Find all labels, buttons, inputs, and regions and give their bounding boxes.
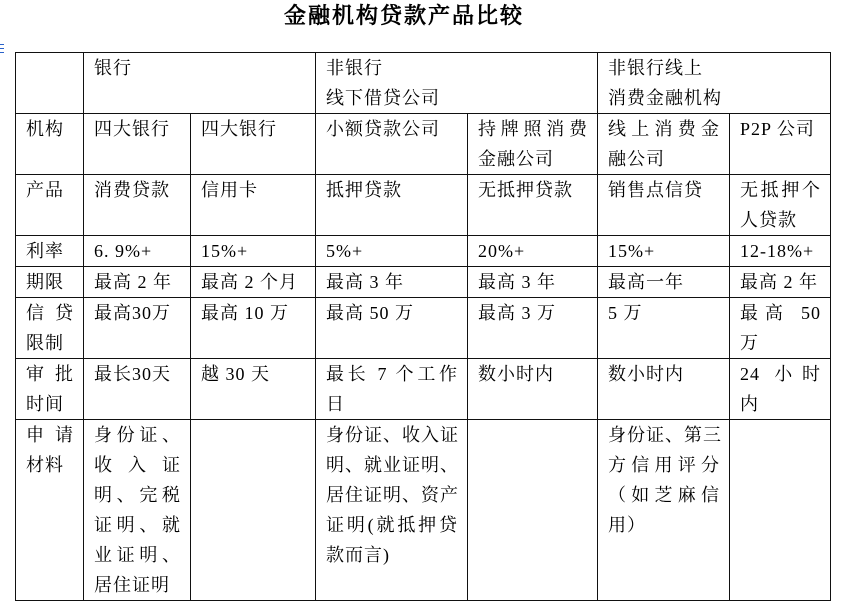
cell-text-line: 6. 9%+ [94,241,153,261]
header-group-text: 银行 [94,58,132,78]
row-label-text: 限制 [26,333,64,353]
cell-text-line: 最高 50 万 [326,303,414,323]
cell-institution-licensed-consumer-finance [468,114,598,175]
cell-text-line: 身份证、第三 [608,425,722,445]
cell-text-line: （如芝麻信 [608,485,720,505]
cell-institution-big-four-loan [84,114,191,175]
cell-text-line: 最高 50 [740,303,821,323]
cell-text-line: 融公司 [608,149,665,169]
cell-product-licensed-consumer-finance [468,175,598,236]
cell-institution-big-four-card [191,114,316,175]
row-approval-time [16,359,831,420]
cell-rate-big-four-card [191,236,316,267]
cell-term-online-consumer-finance [598,267,730,298]
header-group-text: 线下借贷公司 [326,88,440,108]
row-label-institution [16,114,84,175]
cell-text-line: 最高30万 [94,303,171,323]
cell-text-line: 最高 3 年 [326,272,404,292]
cell-text-line: 最高 2 年 [740,272,818,292]
text-anchor-icon [0,44,4,55]
cell-product-microloan [316,175,468,236]
row-label-text: 期限 [26,272,64,292]
cell-text-line: 居住证明 [94,575,170,595]
header-row [16,53,831,114]
cell-materials-online-consumer-finance [598,420,730,601]
header-blank-cell [16,53,84,114]
cell-text-line: 最高 2 个月 [201,272,298,292]
cell-text-line: 居住证明、资产 [326,485,459,505]
cell-approval-microloan [316,359,468,420]
cell-text-line: 最长 7 个工作 [326,364,458,384]
row-institution [16,114,831,175]
row-label-product [16,175,84,236]
cell-materials-licensed-consumer-finance [468,420,598,601]
row-label-credit-limit [16,298,84,359]
cell-product-p2p [730,175,831,236]
cell-text-line: 身份证、 [94,425,181,445]
row-label-text: 信贷 [26,303,74,323]
cell-text-line: 最高 3 年 [478,272,556,292]
cell-text-line: 数小时内 [478,364,554,384]
cell-limit-big-four-loan [84,298,191,359]
comparison-table [15,52,831,601]
cell-text-line: 最高 10 万 [201,303,289,323]
cell-institution-online-consumer-finance [598,114,730,175]
cell-materials-big-four-loan [84,420,191,601]
cell-institution-p2p [730,114,831,175]
row-label-text: 时间 [26,394,64,414]
cell-materials-p2p [730,420,831,601]
cell-approval-p2p [730,359,831,420]
row-application-materials [16,420,831,601]
cell-approval-big-four-loan [84,359,191,420]
cell-text-line: 明、完税 [94,485,181,505]
cell-text-line: 款而言) [326,545,390,565]
cell-text-line: 万 [740,333,759,353]
row-label-text: 产品 [26,180,64,200]
cell-text-line: 业证明、 [94,545,181,565]
cell-text-line: 销售点信贷 [608,180,703,200]
cell-text-line: 最长30天 [94,364,171,384]
cell-text-line: 人贷款 [740,210,797,230]
header-group-text: 消费金融机构 [608,88,722,108]
cell-text-line: 5%+ [326,241,364,261]
row-label-text: 申请 [26,425,74,445]
cell-materials-big-four-card [191,420,316,601]
row-label-term [16,267,84,298]
cell-text-line: 24 小时 [740,364,821,384]
cell-text-line: 数小时内 [608,364,684,384]
cell-institution-microloan [316,114,468,175]
cell-text-line: 无抵押个 [740,180,821,200]
row-label-approval-time [16,359,84,420]
cell-text-line: 证明、就 [94,515,181,535]
header-group-text: 非银行 [326,58,383,78]
cell-text-line: 15%+ [201,241,249,261]
row-credit-limit [16,298,831,359]
cell-text-line: 收入证 [94,455,181,475]
document-title: 金融机构贷款产品比较 [283,4,524,29]
cell-text-line: 15%+ [608,241,656,261]
cell-limit-online-consumer-finance [598,298,730,359]
cell-text-line: 四大银行 [94,119,170,139]
cell-approval-big-four-card [191,359,316,420]
cell-text-line: 最高 2 年 [94,272,172,292]
cell-text-line: 方信用评分 [608,455,720,475]
cell-rate-big-four-loan [84,236,191,267]
cell-text-line: 身份证、收入证 [326,425,459,445]
header-group-offline-nonbank [316,53,598,114]
cell-text-line: 12-18%+ [740,241,815,261]
cell-text-line: P2P 公司 [740,119,815,139]
cell-approval-online-consumer-finance [598,359,730,420]
cell-text-line: 明、就业证明、 [326,455,459,475]
cell-text-line: 越 30 天 [201,364,270,384]
row-interest-rate [16,236,831,267]
cell-text-line: 5 万 [608,303,643,323]
cell-text-line: 信用卡 [201,180,258,200]
row-label-text: 审批 [26,364,74,384]
cell-text-line: 持牌照消费 [478,119,588,139]
cell-term-big-four-loan [84,267,191,298]
cell-text-line: 日 [326,394,345,414]
cell-text-line: 20%+ [478,241,526,261]
cell-rate-microloan [316,236,468,267]
cell-term-p2p [730,267,831,298]
cell-text-line: 最高 3 万 [478,303,556,323]
row-label-text: 材料 [26,455,64,475]
row-product [16,175,831,236]
header-group-text: 非银行线上 [608,58,703,78]
cell-text-line: 证明(就抵押贷 [326,515,458,535]
cell-limit-big-four-card [191,298,316,359]
cell-term-big-four-card [191,267,316,298]
header-group-online-nonbank [598,53,831,114]
cell-text-line: 无抵押贷款 [478,180,573,200]
cell-limit-p2p [730,298,831,359]
cell-materials-microloan [316,420,468,601]
row-label-application-materials [16,420,84,601]
cell-text-line: 用） [608,515,646,535]
row-label-interest-rate [16,236,84,267]
cell-limit-licensed-consumer-finance [468,298,598,359]
cell-rate-p2p [730,236,831,267]
cell-text-line: 最高一年 [608,272,684,292]
cell-text-line: 抵押贷款 [326,180,402,200]
cell-product-big-four-loan [84,175,191,236]
cell-text-line: 线上消费金 [608,119,720,139]
cell-limit-microloan [316,298,468,359]
cell-text-line: 四大银行 [201,119,277,139]
cell-approval-licensed-consumer-finance [468,359,598,420]
cell-text-line: 消费贷款 [94,180,170,200]
cell-rate-online-consumer-finance [598,236,730,267]
row-label-text: 机构 [26,119,64,139]
cell-product-online-consumer-finance [598,175,730,236]
row-label-text: 利率 [26,241,64,261]
cell-text-line: 金融公司 [478,149,554,169]
cell-text-line: 小额贷款公司 [326,119,440,139]
cell-product-big-four-card [191,175,316,236]
cell-term-microloan [316,267,468,298]
header-group-banks [84,53,316,114]
cell-rate-licensed-consumer-finance [468,236,598,267]
row-term [16,267,831,298]
cell-term-licensed-consumer-finance [468,267,598,298]
cell-text-line: 内 [740,394,759,414]
